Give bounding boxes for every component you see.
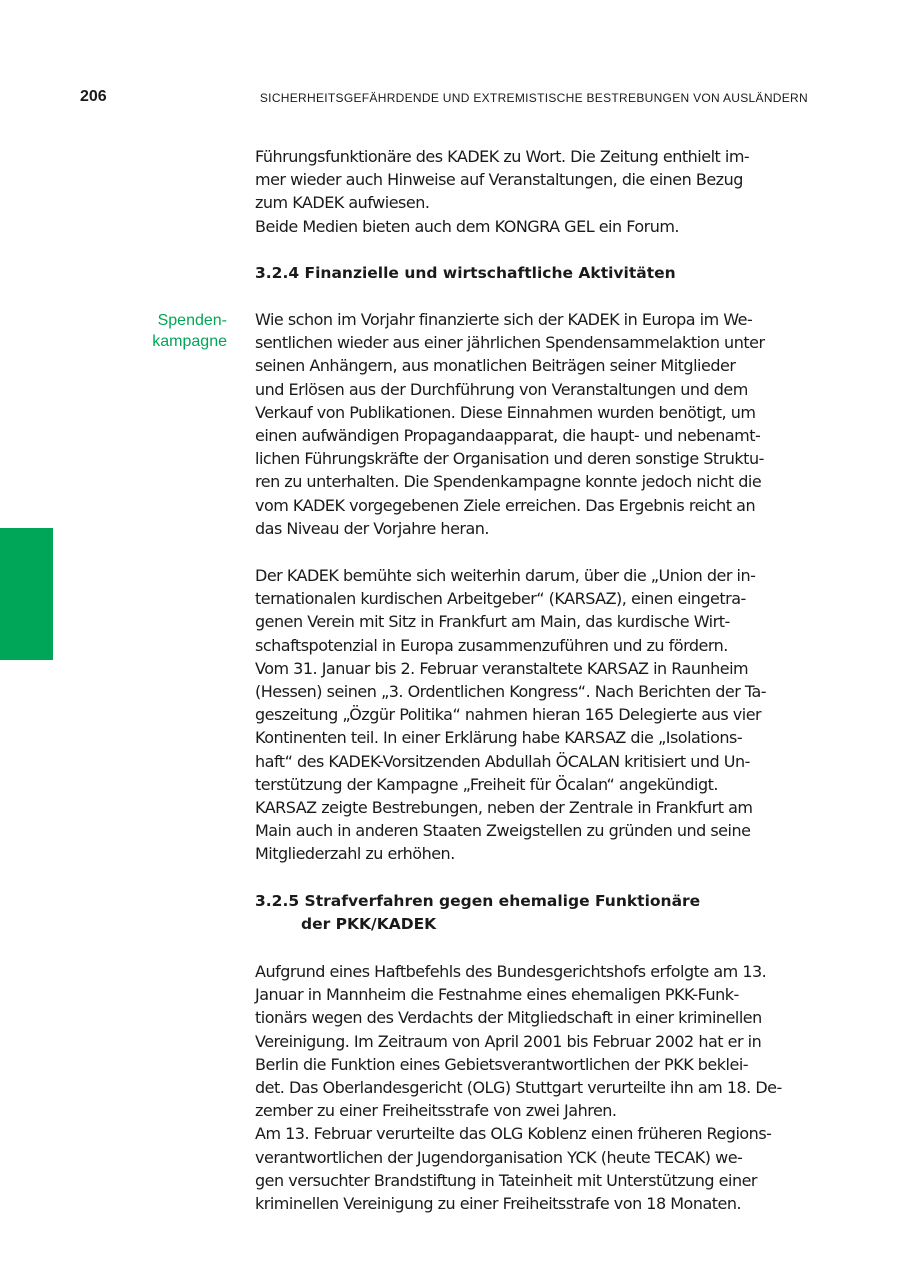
chapter-tab-marker (0, 528, 53, 660)
text-line: KARSAZ zeigte Bestrebungen, neben der Zentrale in Frankfurt am (255, 798, 753, 818)
text-line: seinen Anhängern, aus monatlichen Beiträgen seiner Mitglieder (255, 356, 736, 376)
text-line: mer wieder auch Hinweise auf Veranstaltungen, die einen Bezug (255, 170, 743, 190)
margin-note (100, 310, 227, 352)
paragraph-karsaz (255, 564, 815, 866)
text-line: Vom 31. Januar bis 2. Februar veranstaltete KARSAZ in Raunheim (255, 658, 749, 678)
text-line: zember zu einer Freiheitsstrafe von zwei Jahren. (255, 1101, 617, 1121)
intro-paragraph (255, 145, 815, 238)
text-line: und Erlösen aus der Durchführung von Veranstaltungen und dem (255, 379, 748, 399)
text-line: gen versuchter Brandstiftung in Tateinheit mit Unterstützung einer (255, 1170, 757, 1190)
margin-note-line: kampagne (152, 333, 227, 350)
text-line: Beide Medien bieten auch dem KONGRA GEL ein Forum. (255, 216, 680, 236)
margin-note-line: Spenden- (157, 312, 227, 329)
page-number: 206 (80, 88, 107, 105)
text-line: vom KADEK vorgegebenen Ziele erreichen. Das Ergebnis reicht an (255, 495, 756, 515)
text-line: Wie schon im Vorjahr finanzierte sich der KADEK in Europa im We- (255, 310, 753, 329)
text-line: zum KADEK aufwiesen. (255, 193, 430, 213)
text-line: einen aufwändigen Propagandaapparat, die haupt- und nebenamt- (255, 426, 761, 446)
running-head: SICHERHEITSGEFÄHRDENDE UND EXTREMISTISCHE BESTREBUNGEN VON AUSLÄNDERN (259, 91, 808, 105)
text-line: tionärs wegen des Verdachts der Mitgliedschaft in einer kriminellen (255, 1008, 762, 1028)
text-line: verantwortlichen der Jugendorganisation YCK (heute TECAK) we- (255, 1147, 743, 1167)
text-line: genen Verein mit Sitz in Frankfurt am Main, das kurdische Wirt- (255, 612, 730, 632)
text-line: Am 13. Februar verurteilte das OLG Koblenz einen früheren Regions- (255, 1124, 772, 1144)
text-line: ren zu unterhalten. Die Spendenkampagne konnte jedoch nicht die (255, 472, 762, 492)
text-line: kriminellen Vereinigung zu einer Freiheitsstrafe von 18 Monaten. (255, 1194, 742, 1214)
text-line: das Niveau der Vorjahre heran. (255, 518, 490, 538)
text-line: ternationalen kurdischen Arbeitgeber“ (KARSAZ), einen eingetra- (255, 589, 746, 609)
text-line: schaftspotenzial in Europa zusammenzuführen und zu fördern. (255, 635, 728, 655)
text-line: sentlichen wieder aus einer jährlichen Spendensammelaktion unter (255, 333, 765, 353)
text-line: Kontinenten teil. In einer Erklärung habe KARSAZ die „Isolations- (255, 728, 743, 748)
text-line: Berlin die Funktion eines Gebietsverantwortlichen der PKK beklei- (255, 1054, 749, 1074)
text-line: lichen Führungskräfte der Organisation und deren sonstige Struktu- (255, 449, 764, 469)
paragraph-strafverfahren (255, 960, 815, 1215)
text-line: Mitgliederzahl zu erhöhen. (255, 844, 455, 864)
text-line: det. Das Oberlandesgericht (OLG) Stuttgart verurteilte ihn am 18. De- (255, 1078, 782, 1098)
text-line: Aufgrund eines Haftbefehls des Bundesgerichtshofs erfolgte am 13. (255, 962, 767, 981)
heading-text-continued: der PKK/KADEK (301, 915, 437, 933)
text-line: Verkauf von Publikationen. Diese Einnahmen wurden benötigt, um (255, 402, 756, 422)
heading-text: 3.2.5 Strafverfahren gegen ehemalige Funktionäre (255, 892, 701, 910)
text-line: Führungsfunktionäre des KADEK zu Wort. Die Zeitung enthielt im- (255, 147, 750, 166)
text-line: Der KADEK bemühte sich weiterhin darum, über die „Union der in- (255, 566, 756, 585)
text-line: terstützung der Kampagne „Freiheit für Öcalan“ angekündigt. (255, 774, 719, 794)
text-line: (Hessen) seinen „3. Ordentlichen Kongress“. Nach Berichten der Ta- (255, 682, 767, 702)
paragraph-spendenkampagne (255, 308, 815, 540)
section-heading-324 (255, 262, 815, 285)
text-line: geszeitung „Özgür Politika“ nahmen hieran 165 Delegierte aus vier (255, 705, 762, 725)
text-line: Januar in Mannheim die Festnahme eines ehemaligen PKK-Funk- (255, 985, 739, 1005)
text-line: Vereinigung. Im Zeitraum von April 2001 bis Februar 2002 hat er in (255, 1031, 762, 1051)
text-line: haft“ des KADEK-Vorsitzenden Abdullah ÖCALAN kritisiert und Un- (255, 751, 750, 771)
section-heading-325 (255, 890, 815, 936)
heading-text: 3.2.4 Finanzielle und wirtschaftliche Aktivitäten (255, 264, 676, 282)
text-line: Main auch in anderen Staaten Zweigstellen zu gründen und seine (255, 821, 751, 841)
